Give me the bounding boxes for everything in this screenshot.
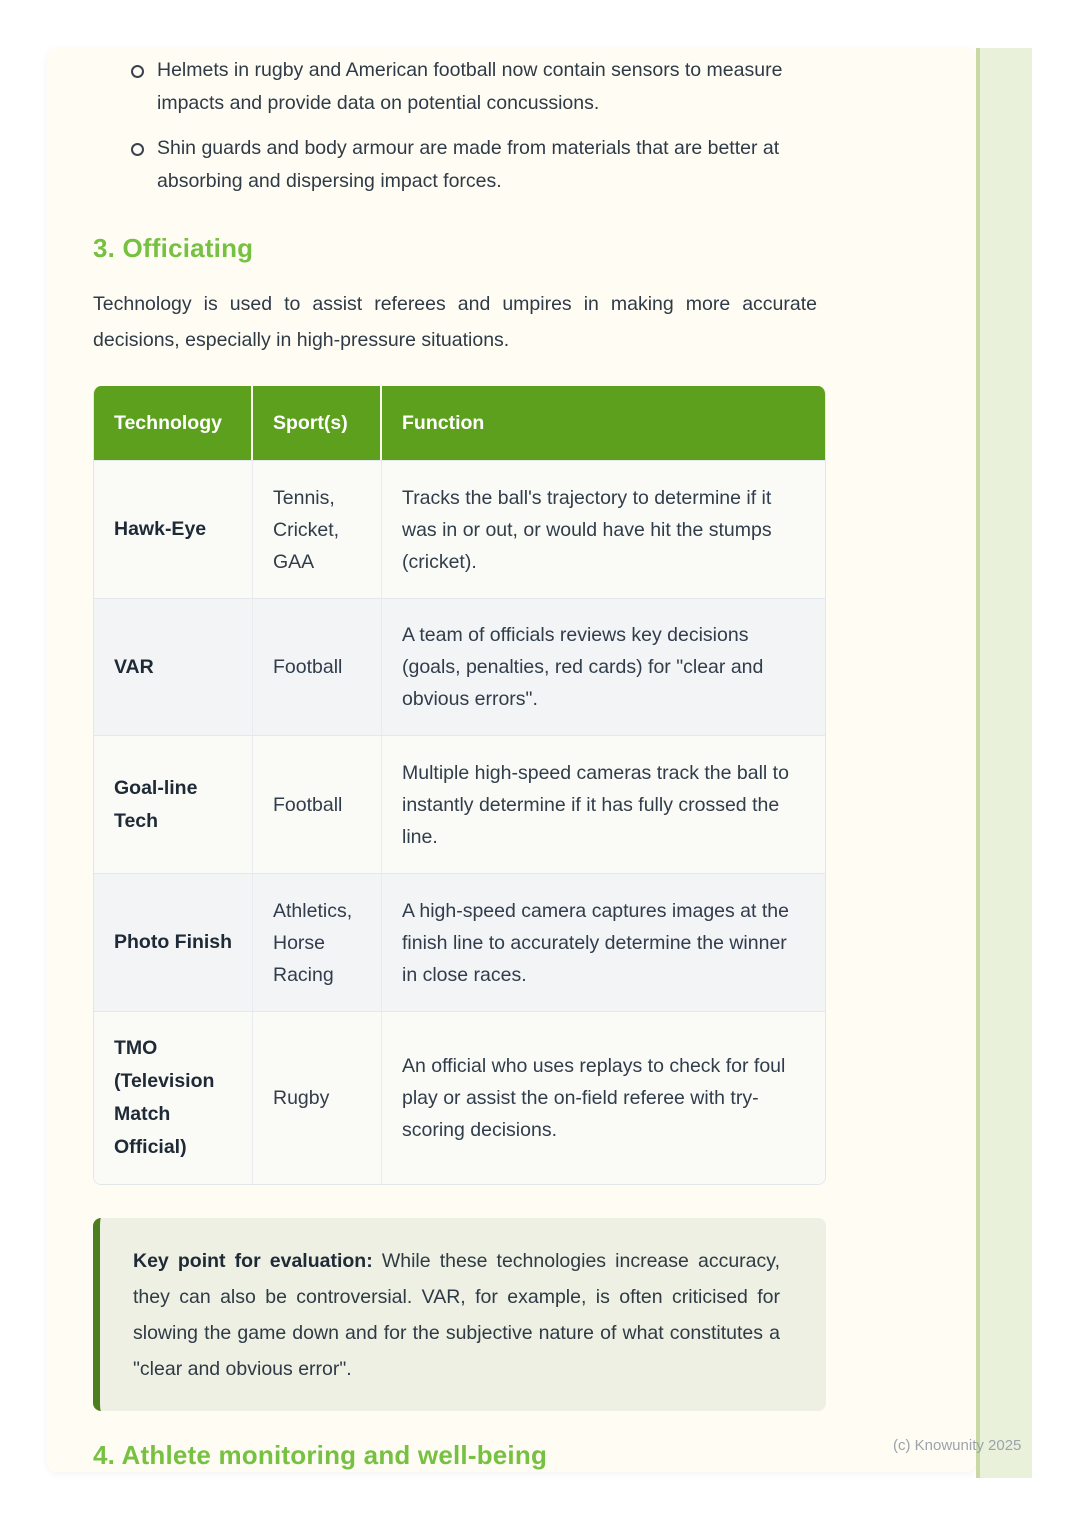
technology-table — [94, 386, 825, 1184]
bullet-circle-icon — [131, 143, 144, 156]
cell-function: Tracks the ball's trajectory to determine if it was in or out, or would have hit the stumps (cricket). — [382, 460, 825, 598]
cell-function: An official who uses replays to check for foul play or assist the on-field referee with try-scoring decisions. — [382, 1011, 825, 1184]
cell-sports: Athletics, Horse Racing — [253, 873, 382, 1011]
section-heading-athlete-monitoring: 4. Athlete monitoring and well-being — [93, 1440, 548, 1470]
table-header — [94, 386, 825, 460]
cell-sports: Rugby — [253, 1011, 382, 1184]
page-edge-stripe — [976, 48, 1032, 1478]
list-item — [93, 54, 809, 120]
table-body — [94, 460, 825, 1184]
cell-sports: Football — [253, 735, 382, 873]
bullet-text: Helmets in rugby and American football now contain sensors to measure impacts and provide data on potential concussions. — [157, 59, 783, 114]
bullet-circle-icon — [131, 65, 144, 78]
list-item — [93, 132, 809, 198]
cell-sports: Tennis, Cricket, GAA — [253, 460, 382, 598]
cell-technology: Photo Finish — [94, 873, 253, 1011]
column-header-technology: Technology — [94, 386, 253, 460]
table-row — [94, 598, 825, 735]
cell-function: A high-speed camera captures images at the finish line to accurately determine the winner in close races. — [382, 873, 825, 1011]
keypoint-text: While these technologies increase accuracy, they can also be controversial. VAR, for example, is often criticised for slowing the game down and for the subjective nature of what constitutes a "clear and obvious error". — [133, 1250, 780, 1380]
officiating-table — [93, 386, 826, 1185]
table-header-row — [94, 386, 825, 460]
bullet-text: Shin guards and body armour are made from materials that are better at absorbing and dispersing impact forces. — [157, 137, 780, 192]
table-row — [94, 460, 825, 598]
cell-function: A team of officials reviews key decisions (goals, penalties, red cards) for "clear and obvious errors". — [382, 598, 825, 735]
cell-technology: VAR — [94, 598, 253, 735]
table-row — [94, 735, 825, 873]
keypoint-paragraph — [133, 1243, 780, 1387]
document-card — [47, 48, 976, 1472]
section-heading-officiating: 3. Officiating — [93, 233, 254, 263]
keypoint-callout — [93, 1218, 826, 1411]
cell-sports: Football — [253, 598, 382, 735]
intro-paragraph: Technology is used to assist referees and umpires in making more accurate decisions, especially in high-pressure situations. — [93, 293, 817, 351]
cell-technology: Hawk-Eye — [94, 460, 253, 598]
column-header-sports: Sport(s) — [253, 386, 382, 460]
cell-technology: Goal-line Tech — [94, 735, 253, 873]
keypoint-label: Key point for evaluation: — [133, 1250, 373, 1272]
table-row — [94, 1011, 825, 1184]
cell-technology: TMO (Television Match Official) — [94, 1011, 253, 1184]
bullet-list — [93, 54, 809, 210]
watermark: (c) Knowunity 2025 — [893, 1437, 1022, 1454]
table-row — [94, 873, 825, 1011]
column-header-function: Function — [382, 386, 825, 460]
cell-function: Multiple high-speed cameras track the ball to instantly determine if it has fully crossed the line. — [382, 735, 825, 873]
